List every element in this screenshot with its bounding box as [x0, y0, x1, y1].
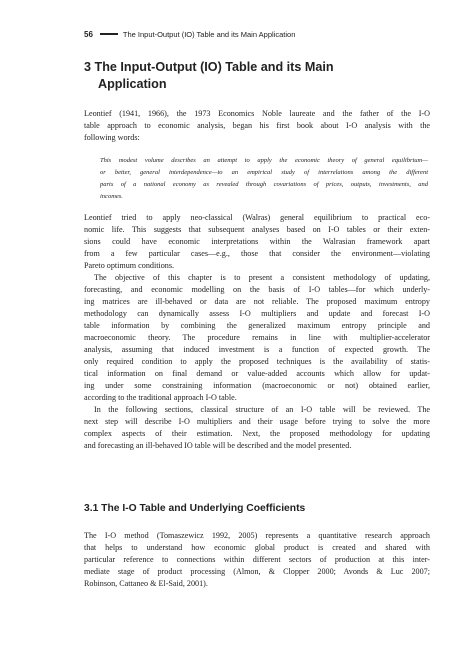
quote-line: or better, general interdependence—to an empirical study of interrelations among the different — [100, 169, 428, 176]
running-title: The Input-Output (IO) Table and its Main Application — [122, 29, 296, 39]
section-paragraph — [84, 530, 430, 590]
text-line: and forecasting an ill-behaved IO table will be described and the model presented. — [84, 441, 352, 450]
intro-paragraph — [84, 108, 430, 144]
text-line: The objective of this chapter is to present a consistent methodology of updating, — [94, 273, 430, 282]
text-line: following words: — [84, 133, 140, 142]
text-line: In the following sections, classical structure of an I-O table will be reviewed. The — [94, 405, 430, 414]
body-paragraph — [84, 212, 430, 272]
text-line: table approach to economic analysis, began his first book about I-O analysis with the — [84, 121, 430, 130]
text-line: according to the traditional approach I-O table. — [84, 393, 237, 402]
quote-line: This modest volume describes an attempt to apply the economic theory of general equilibrium— — [100, 157, 428, 164]
text-line: forecasting, and economic modelling on the basis of I-O tables—for which underly- — [84, 285, 430, 294]
text-line: ing matrices are ill-behaved or data are not reliable. The proposed maximum entropy — [84, 297, 430, 306]
text-line: from a few particular cases—e.g., those that consider the environment—violating — [84, 249, 430, 258]
text-line: nomic life. This suggests that subsequent analyses based on I-O tables or their exten- — [84, 225, 430, 234]
text-line: that helps to understand how economic global product is created and shared with — [84, 543, 430, 552]
text-line: Leontief tried to apply neo-classical (Walras) general equilibrium to practical eco- — [84, 213, 430, 222]
text-line: next step will describe I-O multipliers and their usage before trying to solve the more — [84, 417, 430, 426]
chapter-title-line: Application — [98, 77, 167, 91]
section-heading: 3.1 The I-O Table and Underlying Coefficients — [84, 503, 306, 514]
text-line: mediate stage of product processing (Almon, & Clopper 2000; Avonds & Luc 2007; — [84, 567, 430, 576]
block-quote — [100, 155, 428, 203]
text-line: Pareto optimum conditions. — [84, 261, 175, 270]
text-line: methodology can dynamically assess I-O multipliers and update and forecast I-O — [84, 309, 430, 318]
text-line: macroeconomic theory. The procedure remains in line with multiplier-accelerator — [84, 333, 430, 342]
text-line: Leontief (1941, 1966), the 1973 Economics Noble laureate and the father of the I-O — [84, 109, 430, 118]
header-rule — [100, 33, 118, 35]
body-paragraph — [84, 404, 430, 452]
text-line: analysis, assuming that induced investment is a function of expected growth. The — [84, 345, 430, 354]
text-line: sions could have economic interpretations within the Walrasian framework apart — [84, 237, 430, 246]
text-line: table information by combining the generalized maximum entropy principle and — [84, 321, 430, 330]
chapter-title — [84, 59, 404, 93]
chapter-title-line: 3 The Input-Output (IO) Table and its Main — [84, 60, 334, 74]
quote-line: parts of a national economy as revealed through covariations of prices, outputs, investments, and — [100, 181, 428, 188]
text-line: Robinson, Cattaneo & El-Said, 2001). — [84, 579, 208, 588]
text-line: only required condition to apply the proposed techniques is the availability of statis- — [84, 357, 430, 366]
page-number: 56 — [84, 29, 93, 39]
text-line: particular reference to connections within different sectors of production at this inter- — [84, 555, 430, 564]
quote-line: incomes. — [100, 193, 123, 200]
body-paragraph — [84, 272, 430, 404]
text-line: The I-O method (Tomaszewicz 1992, 2005) represents a quantitative research approach — [84, 531, 430, 540]
text-line: ing under some constraining information (macroeconomic or not) obtained earlier, — [84, 381, 430, 390]
text-line: tical information on final demand or value-added accounts which allow for updat- — [84, 369, 430, 378]
text-line: complex aspects of their estimation. Next, the proposed methodology for updating — [84, 429, 430, 438]
running-header — [84, 28, 414, 40]
